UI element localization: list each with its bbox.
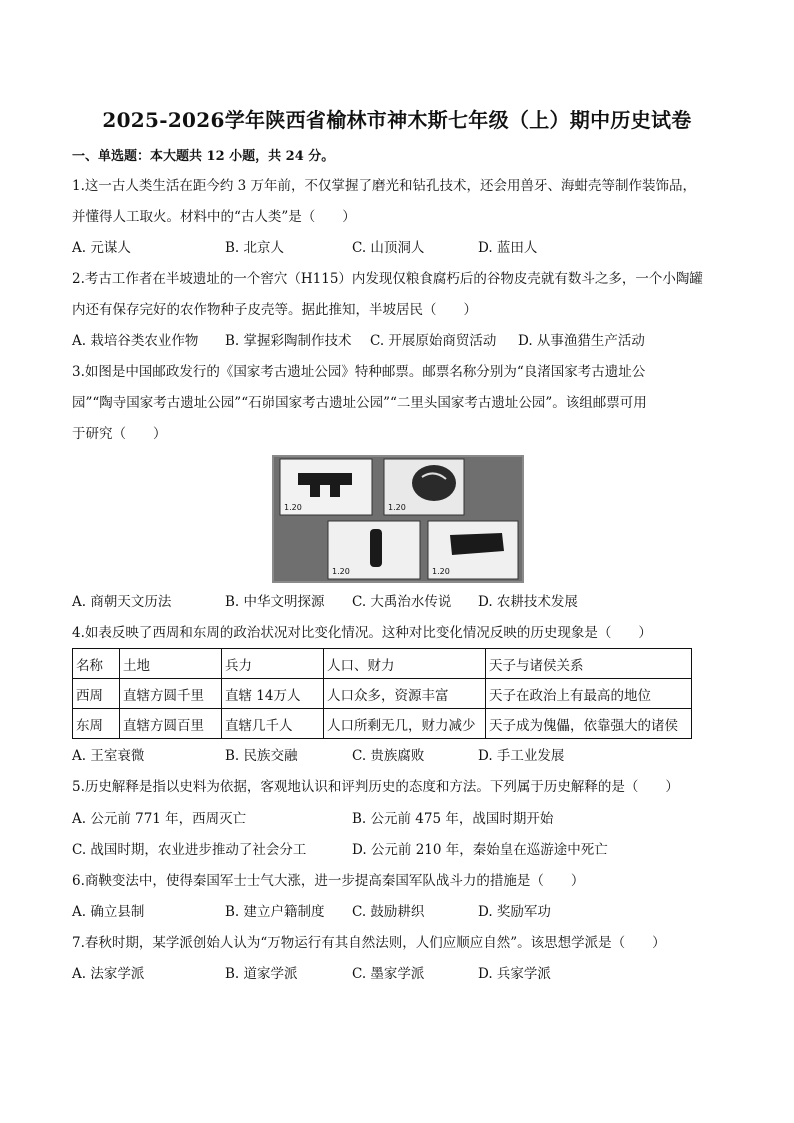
question-4-stem: 4.如表反映了西周和东周的政治状况对比变化情况。这种对比变化情况反映的历史现象是（ ） <box>72 625 652 641</box>
table-cell: 直辖 14万人 <box>222 679 324 709</box>
question-1-option-c[interactable]: C. 山顶洞人 <box>352 240 425 256</box>
question-3-stem-line-2: 园”“陶寺国家考古遗址公园”“石峁国家考古遗址公园”“二里头国家考古遗址公园”。该组邮票可用 <box>72 395 647 411</box>
stamp-taosi <box>384 459 464 515</box>
question-4-option-a[interactable]: A. 王室衰微 <box>72 748 145 764</box>
stamp-set-image <box>272 455 524 583</box>
question-4-option-c[interactable]: C. 贵族腐败 <box>352 748 425 764</box>
table-row <box>73 709 692 739</box>
table-cell: 天子在政治上有最高的地位 <box>486 679 692 709</box>
question-2-stem-line-2: 内还有保存完好的农作物种子皮壳等。据此推知，半坡居民（ ） <box>72 302 477 318</box>
question-2-option-c[interactable]: C. 开展原始商贸活动 <box>370 333 497 349</box>
question-3-option-c[interactable]: C. 大禹治水传说 <box>352 594 452 610</box>
section-heading: 一、单选题：本大题共 12 小题，共 24 分。 <box>72 149 335 164</box>
question-2-option-b[interactable]: B. 掌握彩陶制作技术 <box>225 333 352 349</box>
question-3-option-d[interactable]: D. 农耕技术发展 <box>478 594 578 610</box>
table-cell: 天子成为傀儡，依靠强大的诸侯 <box>486 709 692 739</box>
question-1-option-b[interactable]: B. 北京人 <box>225 240 285 256</box>
table-cell: 直辖方圆百里 <box>120 709 222 739</box>
stamp-value: 1.20 <box>432 567 450 576</box>
table-header-cell: 名称 <box>73 649 120 679</box>
question-6-option-a[interactable]: A. 确立县制 <box>72 904 145 920</box>
stone-carving-icon <box>370 529 382 567</box>
question-4-option-d[interactable]: D. 手工业发展 <box>478 748 565 764</box>
question-2-option-a[interactable]: A. 栽培谷类农业作物 <box>72 333 199 349</box>
table-header-cell: 天子与诸侯关系 <box>486 649 692 679</box>
question-5-option-d[interactable]: D. 公元前 210 年，秦始皇在巡游途中死亡 <box>352 842 608 858</box>
table-cell: 直辖几千人 <box>222 709 324 739</box>
question-5-option-a[interactable]: A. 公元前 771 年，西周灭亡 <box>72 811 247 827</box>
table-cell: 直辖方圆千里 <box>120 679 222 709</box>
question-1-stem-line-2: 并懂得人工取火。材料中的“古人类”是（ ） <box>72 209 356 225</box>
comparison-table <box>72 648 692 739</box>
table-cell: 西周 <box>73 679 120 709</box>
question-7-option-c[interactable]: C. 墨家学派 <box>352 966 425 982</box>
exam-title: 2025-2026学年陕西省榆林市神木斯七年级（上）期中历史试卷 <box>102 108 692 132</box>
question-7-option-d[interactable]: D. 兵家学派 <box>478 966 551 982</box>
stamp-erlitou <box>428 521 518 579</box>
stamp-value: 1.20 <box>332 567 350 576</box>
question-1-stem-line-1: 1.这一古人类生活在距今约 3 万年前，不仅掌握了磨光和钻孔技术，还会用兽牙、海蚶壳等制作装饰品， <box>72 178 697 194</box>
table-header-cell: 兵力 <box>222 649 324 679</box>
question-3-option-b[interactable]: B. 中华文明探源 <box>225 594 325 610</box>
question-1-option-d[interactable]: D. 蓝田人 <box>478 240 538 256</box>
stamp-value: 1.20 <box>388 503 406 512</box>
question-5-option-c[interactable]: C. 战国时期，农业进步推动了社会分工 <box>72 842 307 858</box>
table-cell: 人口众多，资源丰富 <box>324 679 486 709</box>
question-6-option-d[interactable]: D. 奖励军功 <box>478 904 551 920</box>
question-2-stem-line-1: 2.考古工作者在半坡遗址的一个窖穴（H115）内发现仅粮食腐朽后的谷物皮壳就有数斗之多，一个小陶罐 <box>72 271 703 287</box>
question-7-option-b[interactable]: B. 道家学派 <box>225 966 298 982</box>
stamp-shimao <box>328 521 420 579</box>
question-3-stem-line-1: 3.如图是中国邮政发行的《国家考古遗址公园》特种邮票。邮票名称分别为“良渚国家考古遗址公 <box>72 364 646 380</box>
question-6-stem: 6.商鞅变法中，使得秦国军士士气大涨，进一步提高秦国军队战斗力的措施是（ ） <box>72 873 585 889</box>
question-3-stem-line-3: 于研究（ ） <box>72 426 167 442</box>
question-3-option-a[interactable]: A. 商朝天文历法 <box>72 594 172 610</box>
table-cell: 人口所剩无几，财力减少 <box>324 709 486 739</box>
question-1-option-a[interactable]: A. 元谋人 <box>72 240 131 256</box>
table-row <box>73 679 692 709</box>
table-cell: 东周 <box>73 709 120 739</box>
pottery-icon <box>412 465 456 501</box>
table-header-cell: 人口、财力 <box>324 649 486 679</box>
question-6-option-b[interactable]: B. 建立户籍制度 <box>225 904 325 920</box>
question-5-stem: 5.历史解释是指以史料为依据，客观地认识和评判历史的态度和方法。下列属于历史解释的是（ ） <box>72 779 679 795</box>
question-7-stem: 7.春秋时期，某学派创始人认为“万物运行有其自然法则，人们应顺应自然”。该思想学派是（ ） <box>72 935 666 951</box>
stamp-liangzhu <box>280 459 372 515</box>
table-header-cell: 土地 <box>120 649 222 679</box>
question-4-option-b[interactable]: B. 民族交融 <box>225 748 298 764</box>
question-7-option-a[interactable]: A. 法家学派 <box>72 966 145 982</box>
question-2-option-d[interactable]: D. 从事渔猎生产活动 <box>518 333 645 349</box>
question-5-option-b[interactable]: B. 公元前 475 年，战国时期开始 <box>352 811 554 827</box>
question-6-option-c[interactable]: C. 鼓励耕织 <box>352 904 425 920</box>
stamp-value: 1.20 <box>284 503 302 512</box>
table-header-row <box>73 649 692 679</box>
